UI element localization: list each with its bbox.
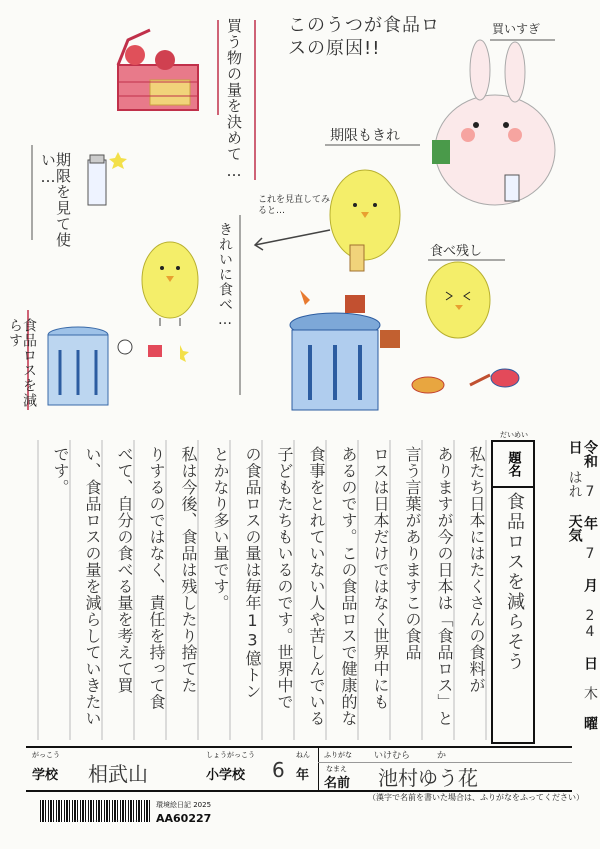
date-weekday-unit: 曜日 xyxy=(566,440,598,730)
chick-character-icon xyxy=(330,170,400,271)
date-era: 令和 xyxy=(582,440,598,468)
furigana-note: （漢字で名前を書いた場合は、ふりがなをふってください） xyxy=(368,793,584,802)
chick-character-icon xyxy=(142,242,198,326)
essay-column: い、食品ロスの量を減らしていきたい xyxy=(83,446,102,727)
label-kaimono: 買う物の量を決めて… xyxy=(225,18,243,181)
label-kirei: きれいに食べ… xyxy=(217,222,233,329)
essay-column: 私たち日本にはたくさんの食料が xyxy=(467,446,486,694)
divider xyxy=(318,748,319,790)
essay-column: ロスは日本だけではなく世界中にも xyxy=(371,446,390,710)
name-label: 名前 xyxy=(324,776,351,791)
school-name: 相武山 xyxy=(88,762,148,786)
date-column xyxy=(553,440,597,740)
essay-column: 子どもたちもいるのです。世界中で xyxy=(275,446,294,710)
elementary-furigana: しょうがっこう xyxy=(206,751,255,759)
label-minaoshi: これを見直してみると… xyxy=(258,195,331,216)
date-weekday: 木 xyxy=(582,686,598,700)
date-year: 7 xyxy=(582,484,598,500)
trash-bin-icon xyxy=(290,290,400,410)
label-kigen-mite: 期限を見て使い… xyxy=(39,152,72,248)
footer-info xyxy=(26,746,572,792)
school-furigana: がっこう xyxy=(32,751,60,759)
title-box xyxy=(491,440,535,744)
name-label-furigana: なまえ xyxy=(326,765,347,773)
school-label: 学校 xyxy=(32,768,59,783)
grade-value: 6 xyxy=(272,758,285,782)
milk-bottle-icon xyxy=(88,152,127,205)
essay-column: りするのではなく、責任を持って食 xyxy=(147,446,166,710)
illustration-header: このうつが食品ロスの原因!! xyxy=(288,15,440,60)
essay-column: べて、自分の食べる量を考えて買 xyxy=(115,446,134,694)
label-kigen-kire: 期限もきれ xyxy=(330,128,400,144)
essay-column: 私は今後、食品は残したり捨てた xyxy=(179,446,198,694)
date-month: 7 xyxy=(582,546,598,562)
elementary-label: 小学校 xyxy=(206,768,246,783)
date-weather-unit: 天気 xyxy=(566,514,583,542)
essay-column: 言う言葉がありますこの食品 xyxy=(403,446,422,661)
student-name: 池村ゆう花 xyxy=(378,766,478,790)
date-day: 24 xyxy=(582,608,598,640)
essay-column: 食事をとれていない人や苦しんでいる xyxy=(307,446,326,727)
date-month-unit: 月 xyxy=(582,578,598,592)
title-furigana: だいめい xyxy=(500,431,528,439)
essay-column: の食品ロスの量は毎年13億トン xyxy=(243,446,262,700)
grade-furigana: ねん xyxy=(296,751,310,759)
label-kaisugi: 買いすぎ xyxy=(492,22,541,36)
rabbit-character-icon xyxy=(432,40,555,205)
label-loss-herasu: 食品ロスを減らす xyxy=(7,318,37,408)
essay-area xyxy=(38,431,598,740)
essay-column: とかなり多い量です。 xyxy=(211,446,230,611)
grade-label: 年 xyxy=(296,768,310,783)
entry-code: AA60227 xyxy=(156,812,212,825)
trash-bin-icon xyxy=(48,327,108,405)
barcode-icon xyxy=(40,800,150,822)
essay-column: ありますが今の日本は「食品ロス」と xyxy=(435,446,454,727)
title-label: 題名 xyxy=(493,442,533,488)
essay-title: 食品ロスを減らそう xyxy=(504,492,525,672)
date-day-unit: 日 xyxy=(582,656,598,670)
shopping-basket-icon xyxy=(118,30,198,110)
label-tabe-nokoshi: 食べ残し xyxy=(430,244,483,259)
name-furigana: いけむら か xyxy=(374,751,447,761)
furigana-label: ふりがな xyxy=(324,751,352,759)
date-weather: はれ xyxy=(566,470,583,498)
essay-column: あるのです。この食品ロスで健康的な xyxy=(339,446,358,727)
date-year-unit: 年 xyxy=(582,516,598,530)
chick-character-icon xyxy=(426,262,490,338)
diary-label: 環境絵日記 2025 xyxy=(156,801,212,809)
essay-column: です。 xyxy=(51,446,70,496)
